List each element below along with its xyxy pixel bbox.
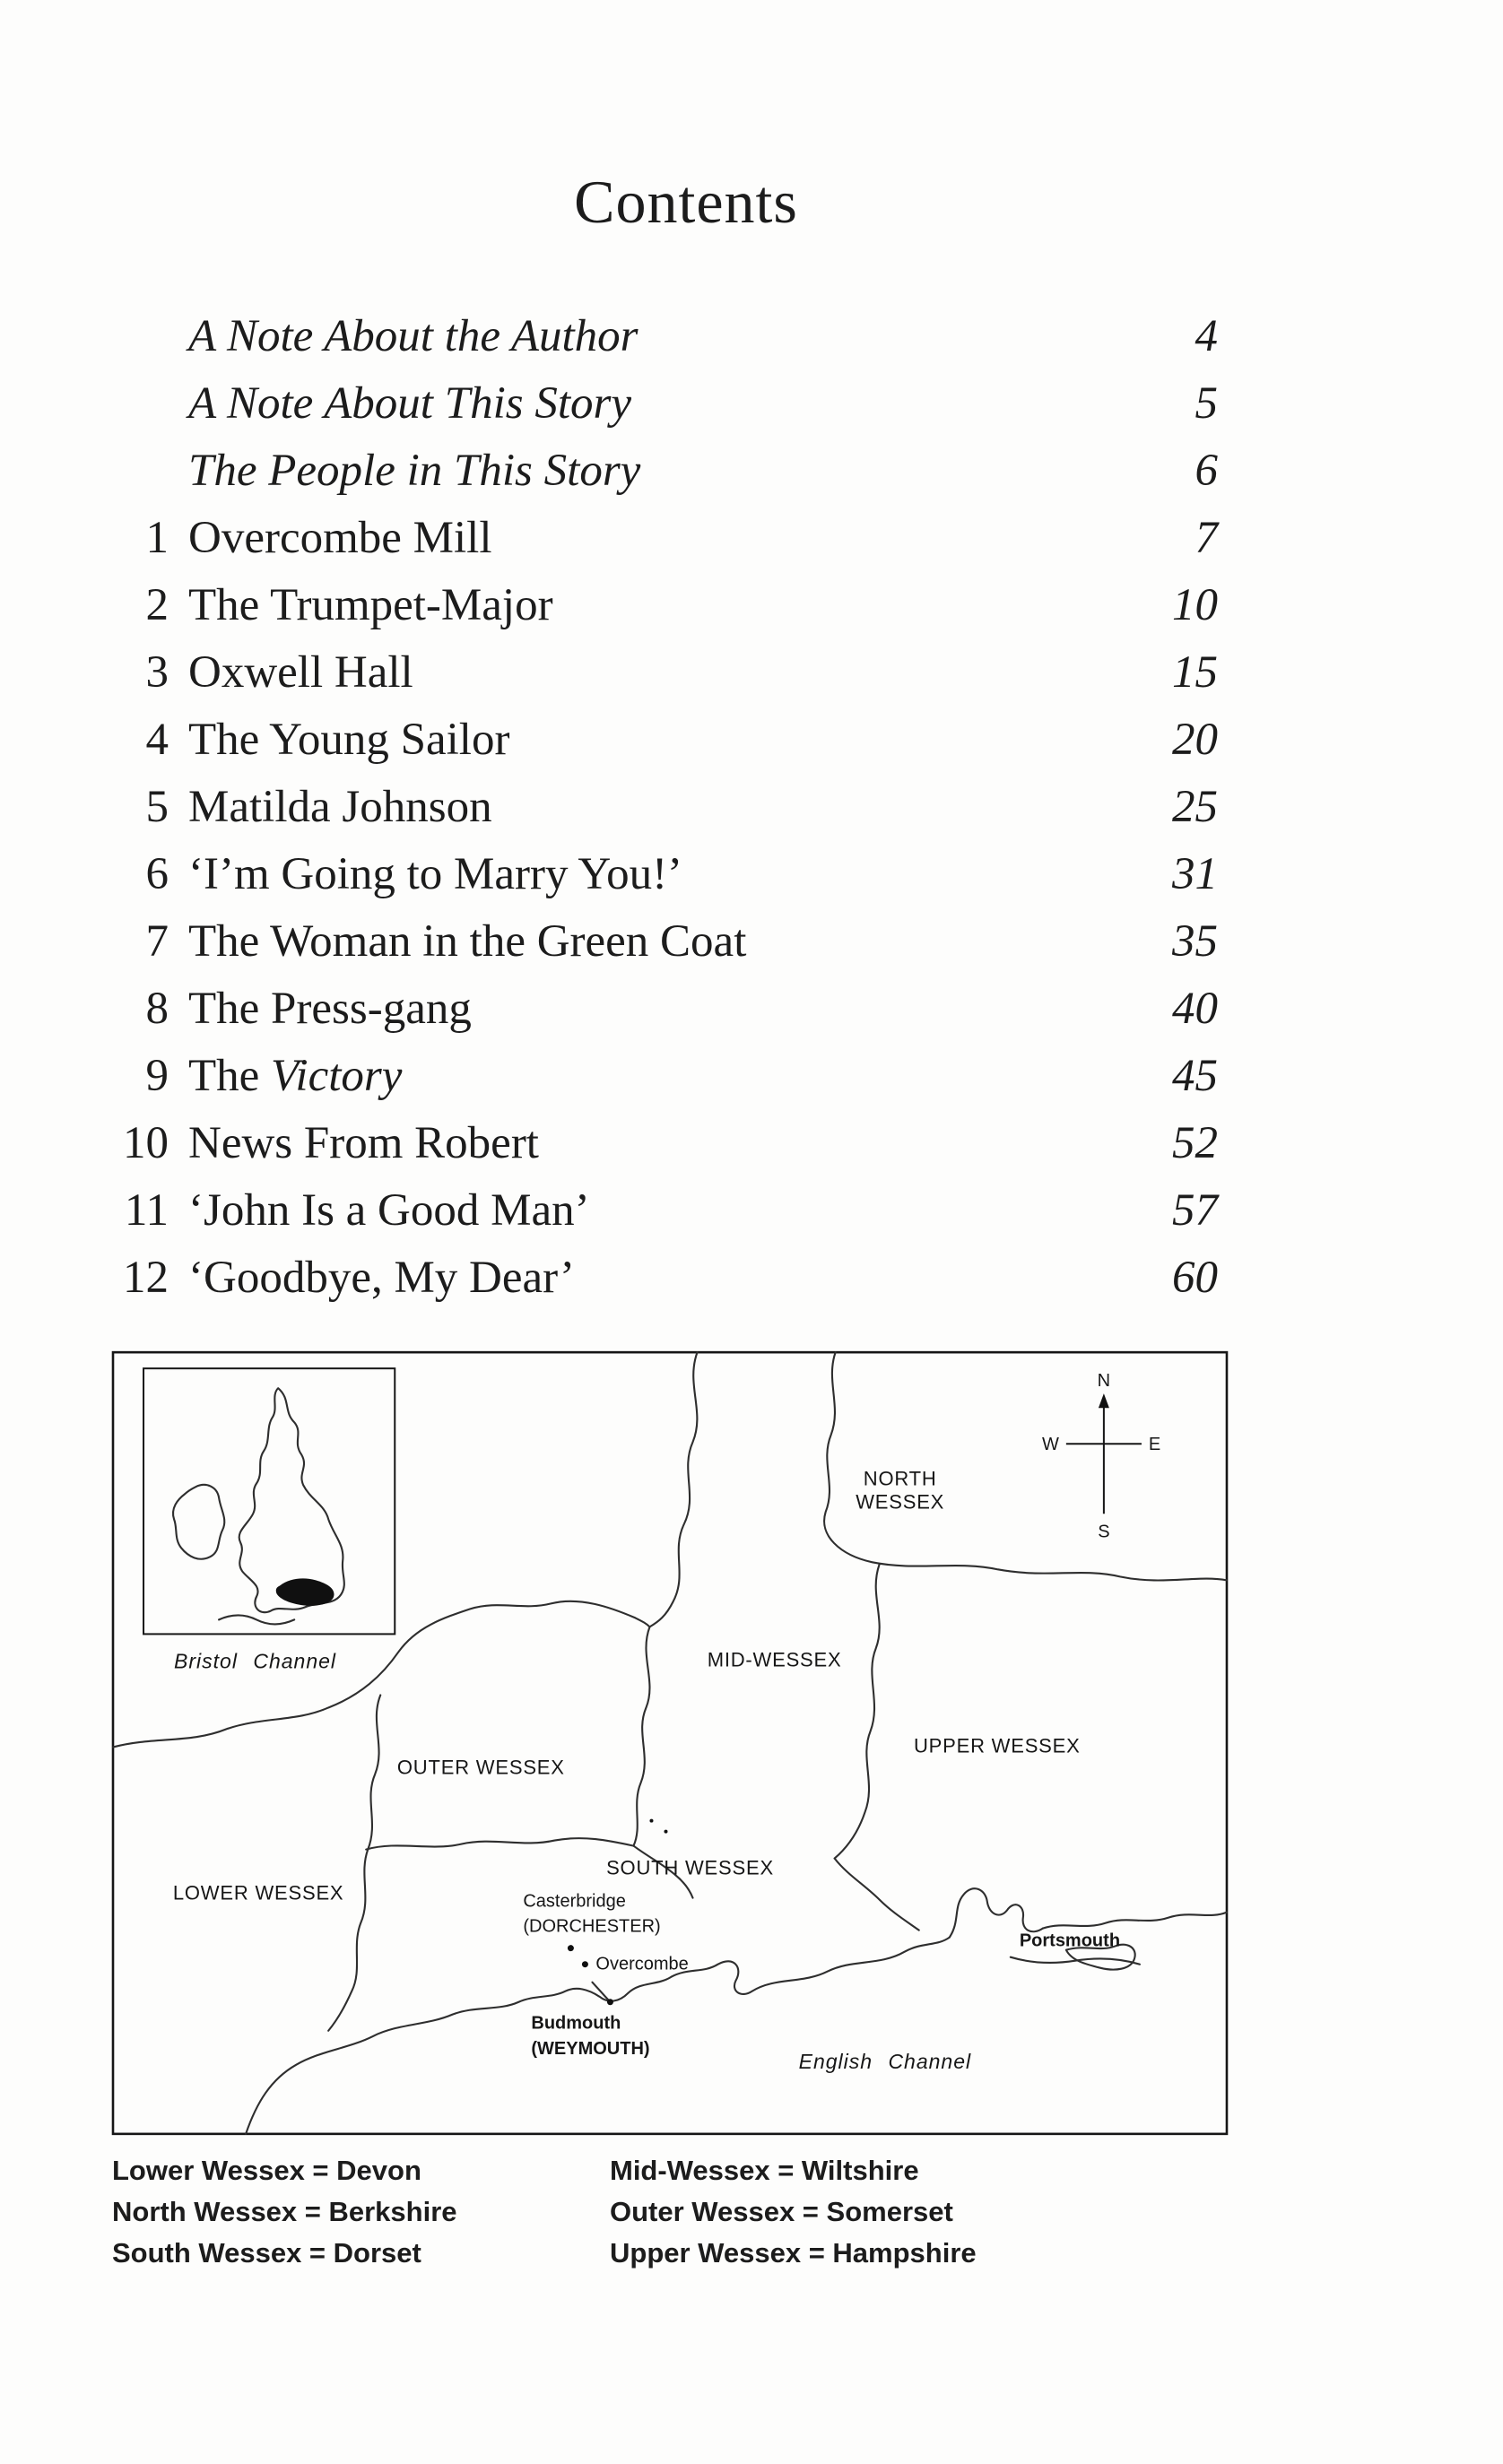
wessex-map (111, 1350, 1229, 2136)
label-upper-wessex: UPPER WESSEX (913, 1734, 1081, 1757)
label-casterbridge: Casterbridge (523, 1891, 626, 1912)
toc-entry-title: ‘John Is a Good Man’ (188, 1185, 590, 1236)
toc-entry-number: 12 (123, 1253, 169, 1303)
legend-column-1 (112, 2150, 457, 2274)
map-labels (173, 1467, 1120, 2073)
casterbridge-dot (568, 1945, 574, 1951)
toc-entry (90, 707, 1218, 774)
toc-entry-number: 9 (145, 1051, 169, 1101)
label-budmouth: Budmouth (531, 2013, 621, 2034)
toc-entry-page: 52 (1172, 1118, 1218, 1168)
toc-entry (90, 572, 1218, 639)
toc-list (90, 303, 1218, 1312)
great-britain-outline (239, 1388, 344, 1612)
boundary-outer-mid (633, 1627, 649, 1845)
toc-entry-page: 31 (1172, 849, 1218, 899)
east-coast (1043, 1913, 1227, 1929)
toc-entry-page: 40 (1172, 984, 1218, 1034)
toc-entry-page: 25 (1172, 782, 1218, 832)
toc-entry-number: 4 (145, 715, 169, 765)
toc-entry (90, 841, 1218, 908)
toc-entry-title: Overcombe Mill (188, 513, 492, 563)
toc-entry-page: 10 (1172, 580, 1218, 630)
compass-n: N (1097, 1371, 1111, 1392)
label-dorchester: (DORCHESTER) (523, 1916, 661, 1937)
compass-rose (1042, 1371, 1160, 1541)
toc-entry-page: 7 (1195, 513, 1218, 563)
toc-entry-page: 4 (1195, 311, 1218, 361)
toc-entry-page: 57 (1172, 1185, 1218, 1236)
toc-entry-number: 10 (123, 1118, 169, 1168)
toc-entry-number: 6 (145, 849, 169, 899)
toc-entry (90, 1177, 1218, 1245)
toc-entry-number: 2 (145, 580, 169, 630)
label-outer-wessex: OUTER WESSEX (396, 1756, 565, 1779)
toc-entry-page: 60 (1172, 1253, 1218, 1303)
compass-w: W (1041, 1435, 1059, 1455)
compass-e: E (1148, 1435, 1161, 1455)
toc-entry (90, 1110, 1218, 1177)
legend-item: South Wessex = Dorset (112, 2237, 421, 2269)
toc-entry-title: A Note About This Story (188, 378, 631, 429)
toc-entry (90, 976, 1218, 1043)
inset-map-britain (143, 1368, 395, 1634)
toc-entry-page: 6 (1195, 446, 1218, 496)
detail-dot-2 (664, 1830, 667, 1834)
toc-entry-page: 15 (1172, 647, 1218, 698)
label-lower-wessex: LOWER WESSEX (172, 1881, 344, 1904)
toc-entry-title: ‘I’m Going to Marry You!’ (188, 849, 683, 899)
toc-entry (90, 774, 1218, 841)
inset-coast-squiggle (219, 1615, 294, 1624)
label-overcombe: Overcombe (595, 1954, 689, 1974)
toc-entry (90, 438, 1218, 505)
toc-entry-title: The Young Sailor (188, 715, 510, 765)
boundary-upper-south (835, 1859, 919, 1930)
wessex-map-figure (111, 1350, 1229, 2136)
label-english-channel: English Channel (798, 2049, 972, 2073)
toc-entry-number: 11 (124, 1185, 169, 1236)
label-south-wessex: SOUTH WESSEX (606, 1856, 774, 1879)
label-mid-wessex: MID-WESSEX (707, 1648, 842, 1671)
toc-entry-title: The Trumpet-Major (188, 580, 553, 630)
bristol-channel-coast (113, 1601, 649, 1748)
toc-entry (90, 908, 1218, 976)
compass-north-arrow (1099, 1393, 1109, 1408)
legend-item: Upper Wessex = Hampshire (610, 2237, 977, 2269)
legend-item: North Wessex = Berkshire (112, 2196, 457, 2227)
budmouth-dot (607, 1999, 613, 2005)
toc-entry-title: A Note About the Author (188, 311, 639, 361)
portsmouth-inlets (950, 1888, 1043, 1937)
label-portsmouth: Portsmouth (1019, 1930, 1121, 1951)
toc-entry-title: Oxwell Hall (188, 647, 413, 698)
wessex-region-marker (276, 1578, 334, 1606)
toc-entry-number: 3 (145, 647, 169, 698)
toc-entry (90, 370, 1218, 438)
legend-item: Mid-Wessex = Wiltshire (610, 2155, 919, 2186)
toc-entry-title: News From Robert (188, 1118, 539, 1168)
boundary-mid-upper (835, 1564, 880, 1858)
toc-entry-title: ‘Goodbye, My Dear’ (188, 1253, 576, 1303)
toc-entry-number: 5 (145, 782, 169, 832)
legend-item: Lower Wessex = Devon (112, 2155, 421, 2186)
compass-s: S (1098, 1522, 1110, 1542)
toc-entry-page: 5 (1195, 378, 1218, 429)
toc-entry (90, 1245, 1218, 1312)
legend-item: Outer Wessex = Somerset (610, 2196, 953, 2227)
toc-entry-number: 8 (145, 984, 169, 1034)
toc-entry (90, 1043, 1218, 1110)
toc-entry-number: 1 (145, 513, 169, 563)
toc-entry-title: The Woman in the Green Coat (188, 916, 747, 967)
toc-entry-page: 45 (1172, 1051, 1218, 1101)
detail-dot-1 (649, 1819, 653, 1823)
toc-entry-title: Matilda Johnson (188, 782, 492, 832)
boundary-severn (649, 1352, 697, 1627)
toc-entry (90, 505, 1218, 572)
toc-entry-title: The Victory (188, 1051, 403, 1101)
toc-entry (90, 303, 1218, 370)
overcombe-dot (582, 1961, 588, 1967)
label-north-wessex-1: NORTH (863, 1467, 937, 1490)
toc-entry (90, 639, 1218, 707)
toc-entry-title: The People in This Story (188, 446, 641, 496)
toc-entry-title: The Press-gang (188, 984, 472, 1034)
toc-entry-page: 20 (1172, 715, 1218, 765)
boundary-outer-south (366, 1838, 633, 1849)
ireland-outline (173, 1485, 224, 1559)
label-bristol-channel: Bristol Channel (174, 1649, 337, 1673)
toc-entry-number: 7 (145, 916, 169, 967)
page-title: Contents (574, 168, 798, 236)
toc-entry-page: 35 (1172, 916, 1218, 967)
label-weymouth: (WEYMOUTH) (531, 2038, 650, 2059)
label-north-wessex-2: WESSEX (856, 1490, 945, 1514)
legend-column-2 (610, 2150, 977, 2274)
boundary-lower-outer (328, 1695, 380, 2030)
town-dots (568, 1819, 668, 2006)
